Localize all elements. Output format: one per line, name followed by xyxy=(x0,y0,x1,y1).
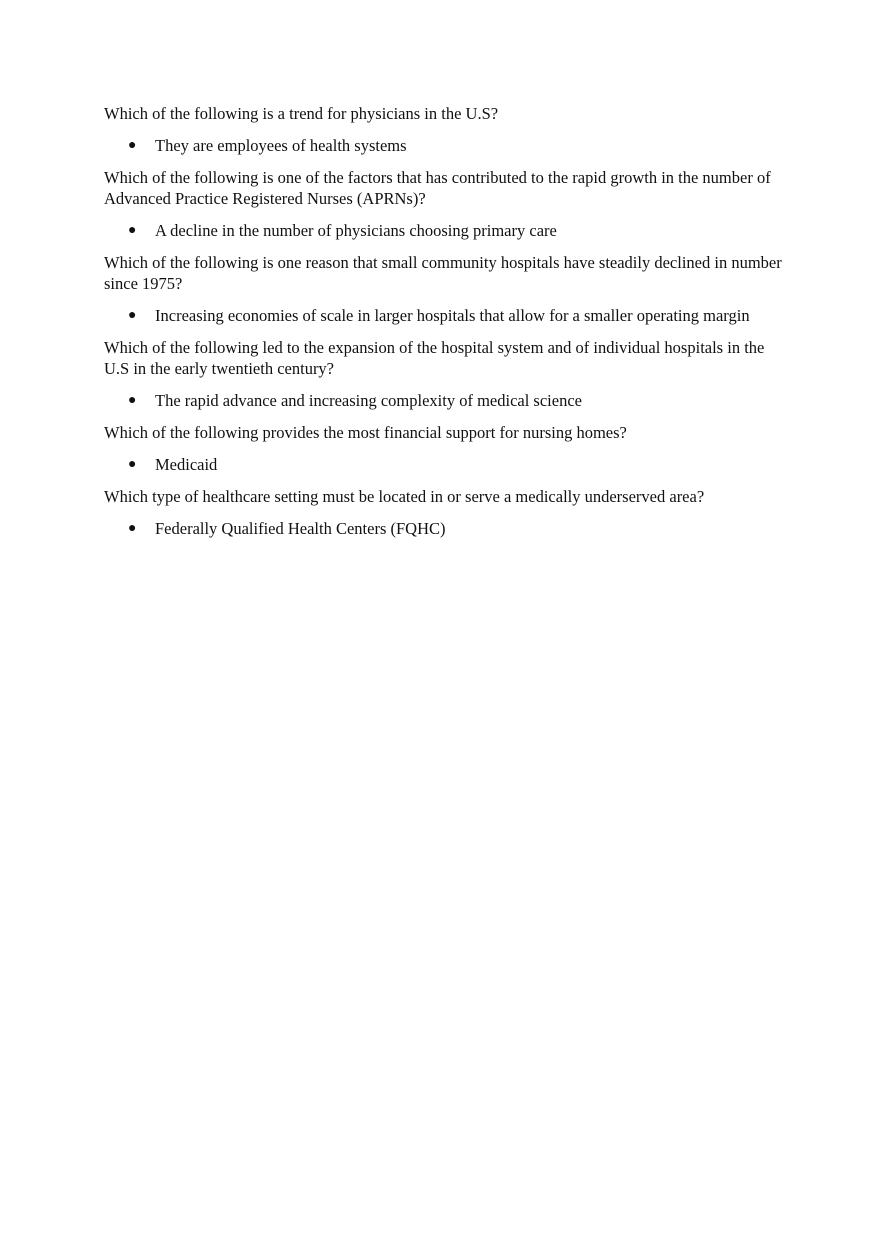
answer-list-1 xyxy=(104,135,784,156)
answer-text: Medicaid xyxy=(155,455,218,474)
answer-list-2 xyxy=(104,220,784,241)
answer-list-4 xyxy=(104,390,784,411)
answer-list-5 xyxy=(104,454,784,475)
answer-6 xyxy=(104,518,784,539)
question-4: Which of the following led to the expansion of the hospital system and of individual hospitals in the U.S in the early twentieth century? xyxy=(104,338,765,378)
answer-text: Increasing economies of scale in larger hospitals that allow for a smaller operating margin xyxy=(155,306,750,325)
answer-text: They are employees of health systems xyxy=(155,136,407,155)
answer-text: Federally Qualified Health Centers (FQHC) xyxy=(155,519,446,538)
bullet-icon: ● xyxy=(128,138,137,153)
question-5: Which of the following provides the most financial support for nursing homes? xyxy=(104,423,627,442)
question-6: Which type of healthcare setting must be located in or serve a medically underserved area? xyxy=(104,487,705,506)
bullet-icon: ● xyxy=(128,308,137,323)
answer-1 xyxy=(104,135,784,156)
question-1: Which of the following is a trend for physicians in the U.S? xyxy=(104,104,499,123)
answer-2 xyxy=(104,220,784,241)
answer-list-3 xyxy=(104,305,784,326)
bullet-icon: ● xyxy=(128,223,137,238)
document-body xyxy=(104,103,784,550)
answer-text: The rapid advance and increasing complexity of medical science xyxy=(155,391,582,410)
bullet-icon: ● xyxy=(128,521,137,536)
answer-4 xyxy=(104,390,784,411)
bullet-icon: ● xyxy=(128,457,137,472)
question-2: Which of the following is one of the factors that has contributed to the rapid growth in the number of Advanced Practice Registered Nurses (APRNs)? xyxy=(104,168,771,208)
answer-text: A decline in the number of physicians choosing primary care xyxy=(155,221,557,240)
answer-3 xyxy=(104,305,784,326)
answer-list-6 xyxy=(104,518,784,539)
answer-5 xyxy=(104,454,784,475)
bullet-icon: ● xyxy=(128,393,137,408)
question-3: Which of the following is one reason that small community hospitals have steadily declined in number since 1975? xyxy=(104,253,782,293)
